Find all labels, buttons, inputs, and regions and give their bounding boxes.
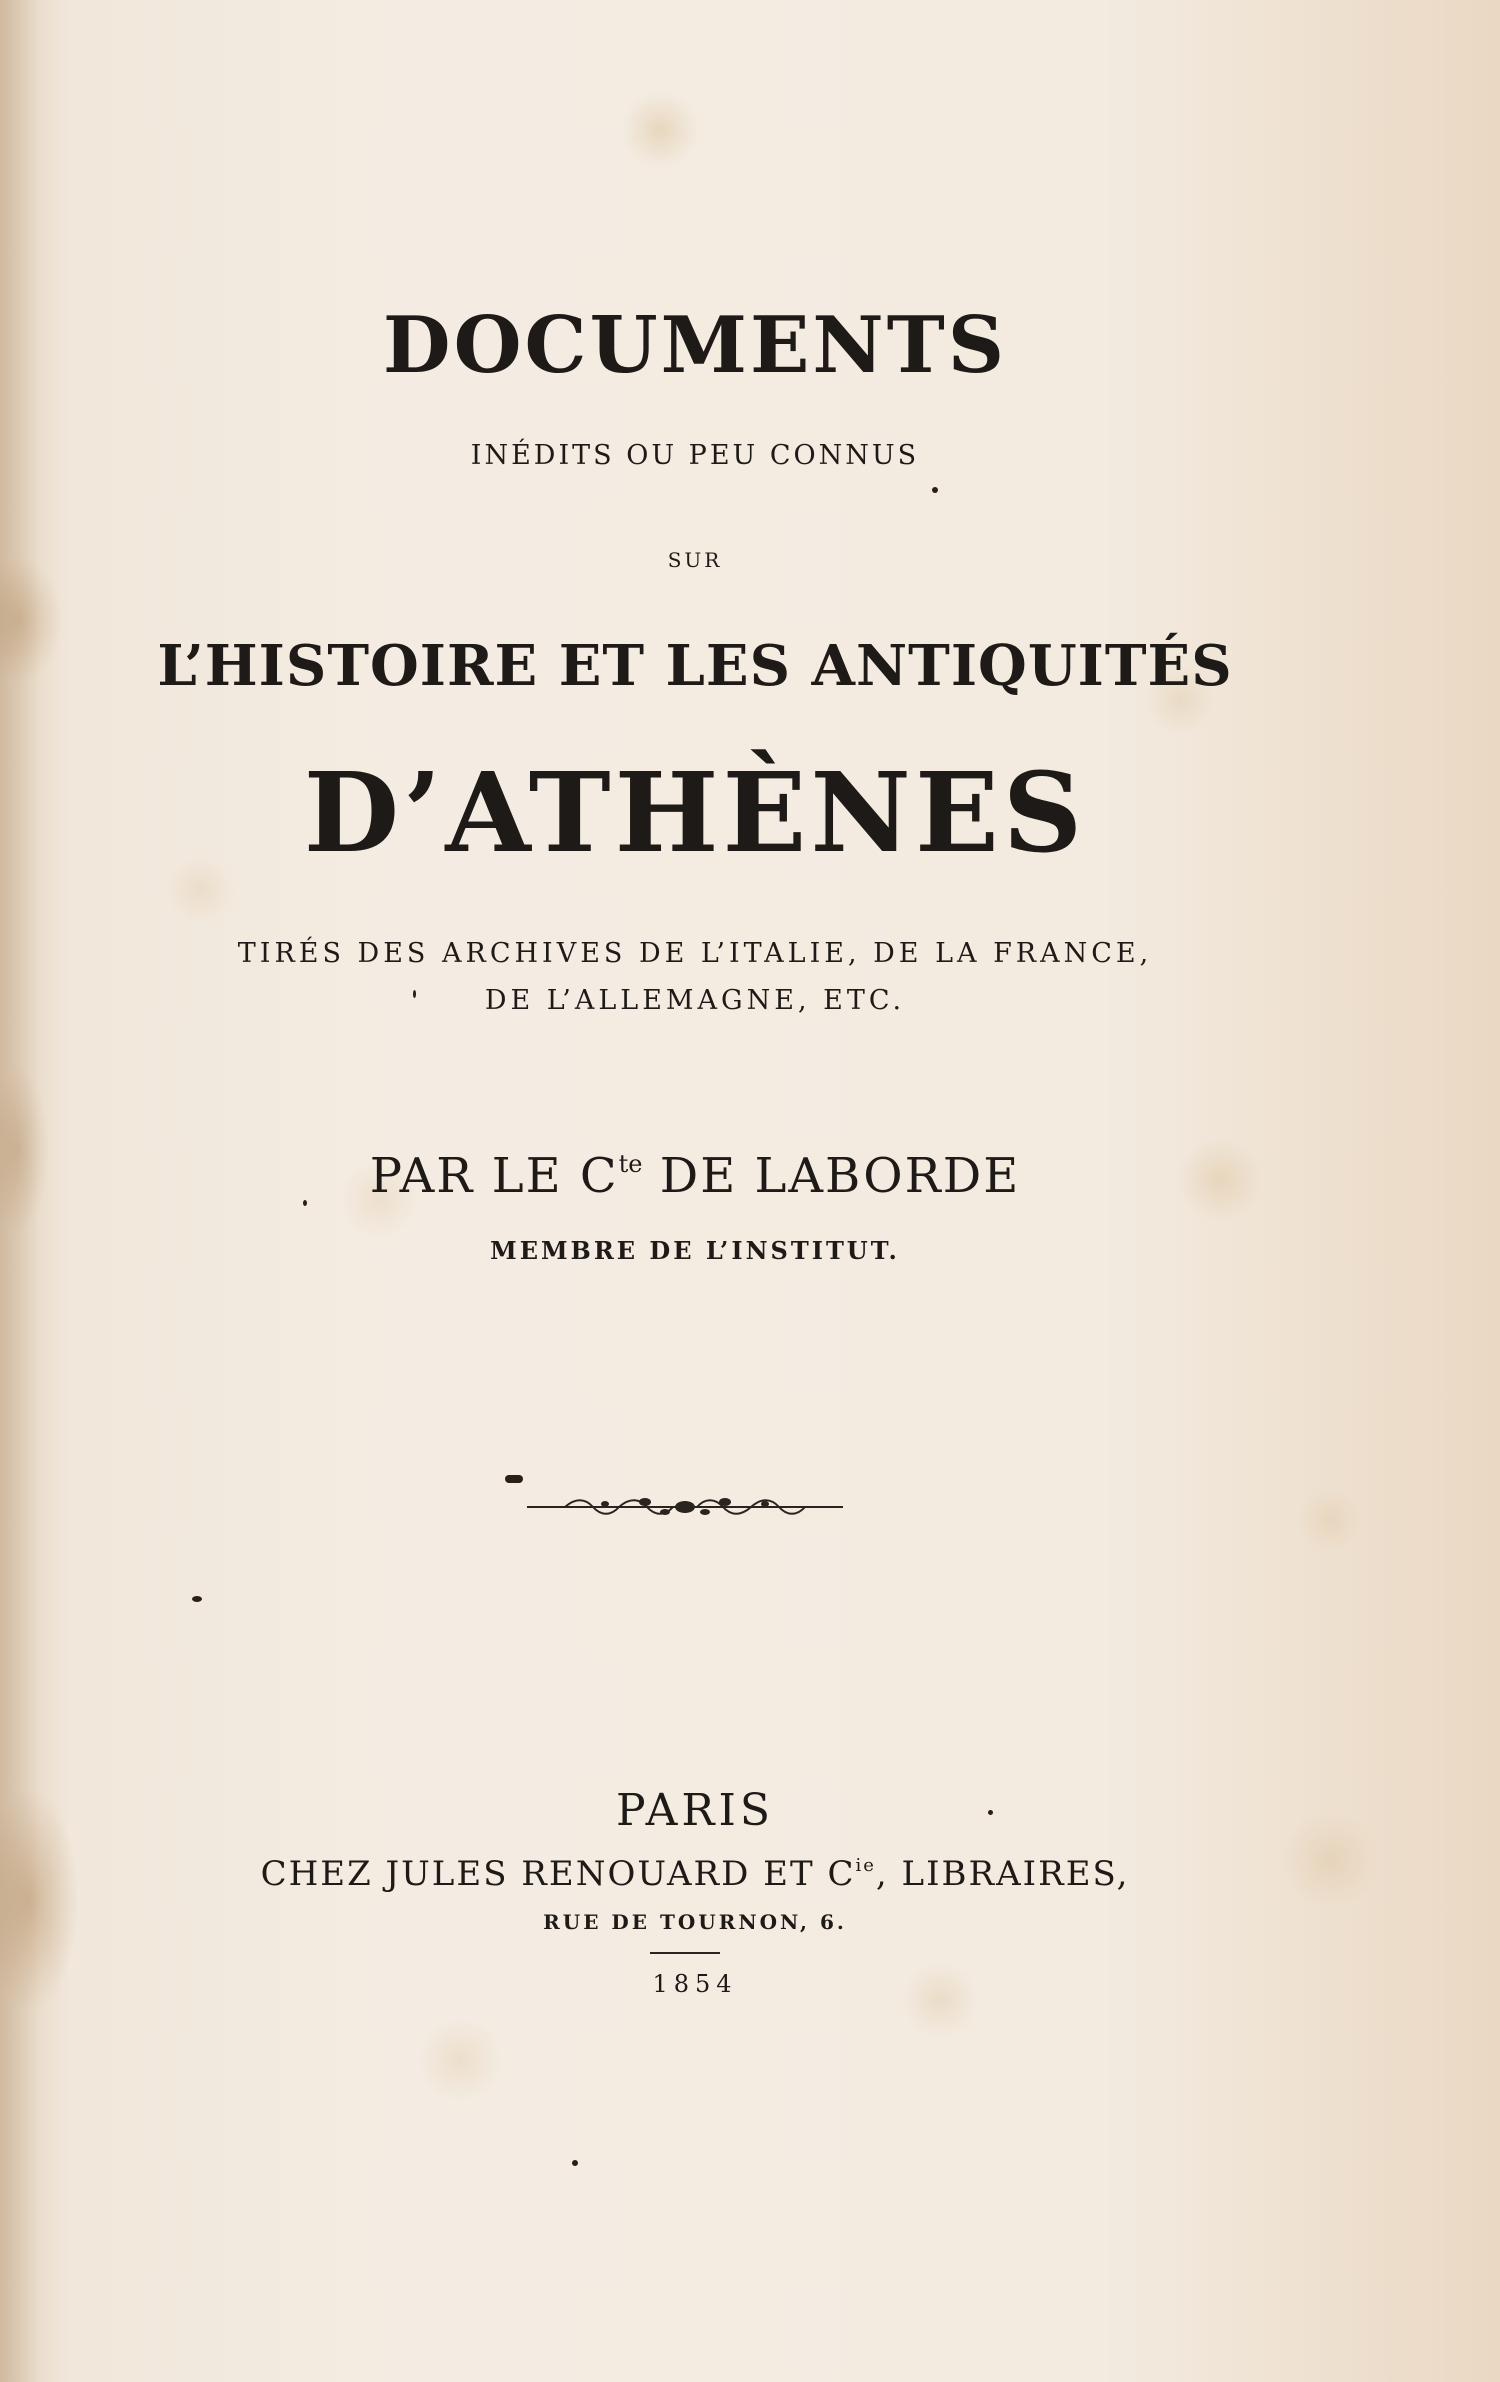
sources-line-1: TIRÉS DES ARCHIVES DE L’ITALIE, DE LA FRANCE, — [237, 938, 1153, 969]
author-prefix: PAR LE C — [369, 1148, 619, 1204]
book-title: DOCUMENTS — [382, 300, 1008, 391]
publisher-line — [0, 1854, 1390, 1894]
publisher-suffix: , LIBRAIRES, — [875, 1854, 1130, 1894]
author-affiliation: MEMBRE DE L’INSTITUT. — [490, 1236, 900, 1265]
ink-speck — [413, 990, 416, 998]
ink-speck — [988, 1810, 993, 1815]
publication-year: 1854 — [652, 1970, 738, 1998]
city-title: D’ATHÈNES — [303, 748, 1087, 877]
ink-speck — [932, 487, 938, 493]
author-title-superscript: te — [618, 1150, 643, 1178]
publisher-superscript: ie — [855, 1855, 876, 1876]
ink-speck — [303, 1200, 307, 1206]
publication-place: PARIS — [616, 1785, 774, 1836]
year-rule — [650, 1952, 720, 1954]
history-line: L’HISTOIRE ET LES ANTIQUITÉS — [157, 633, 1233, 699]
ink-speck — [572, 2160, 578, 2166]
ink-speck — [192, 1596, 202, 1602]
subtitle-preposition: SUR — [667, 548, 723, 572]
ink-speck — [505, 1475, 523, 1483]
publisher-prefix: CHEZ JULES RENOUARD ET C — [260, 1854, 856, 1894]
publisher-address: RUE DE TOURNON, 6. — [543, 1910, 847, 1934]
author-name: DE LABORDE — [642, 1148, 1021, 1204]
book-subtitle: INÉDITS OU PEU CONNUS — [470, 440, 920, 471]
sources-line-2: DE L’ALLEMAGNE, ETC. — [484, 985, 906, 1016]
ornament-divider — [525, 1492, 845, 1522]
author-line — [0, 1148, 1390, 1204]
